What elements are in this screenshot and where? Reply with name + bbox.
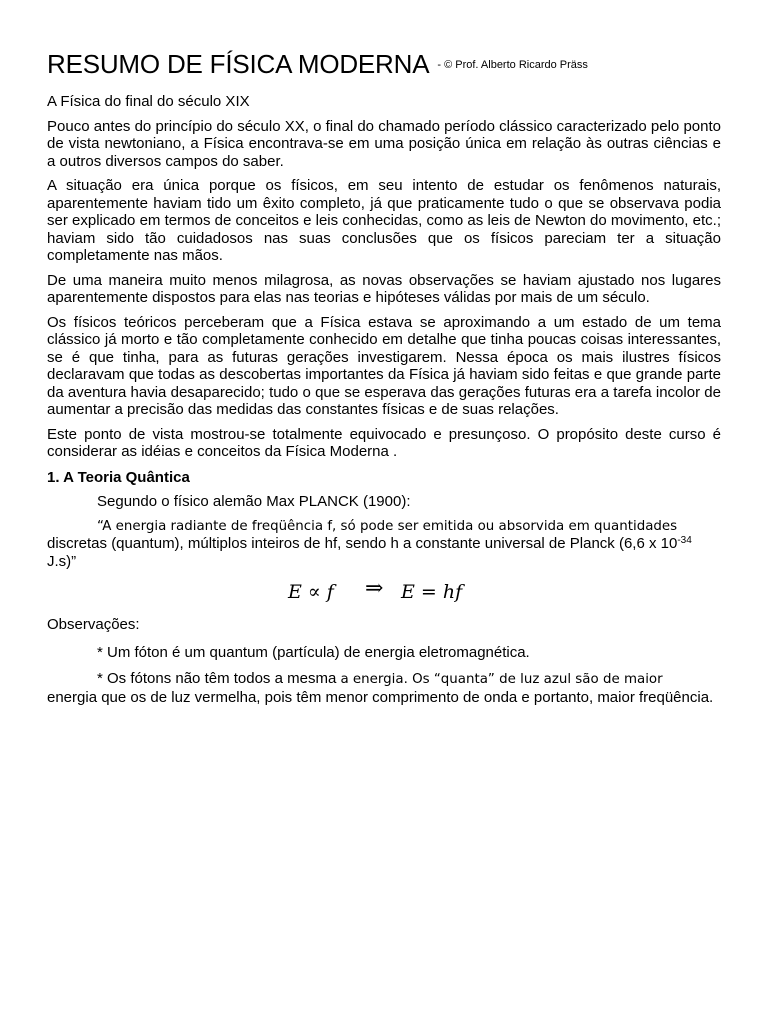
planck-quote-lead: “A energia radiante de freqüência f, só pode ser emitida ou absorvida em quantidades [97, 518, 678, 534]
observation-2 [47, 670, 721, 707]
paragraph-3: De uma maneira muito menos milagrosa, as novas observações se haviam ajustado nos lugares aparentemente dispostos para elas nas teorias e hipóteses válidas por mais de um século. [47, 271, 721, 306]
observation-2-part-b: a energia. Os “quanta” de luz azul são de maior [340, 672, 663, 687]
title-line [47, 50, 721, 83]
observation-2-part-c: energia que os de luz vermelha, pois têm menor comprimento de onda e portanto, maior freqüência [47, 688, 710, 706]
planck-quote-body: discretas (quantum), múltiplos inteiros de hf, sendo h a constante universal de Planck (6,6 x 10 [47, 535, 678, 552]
implies-arrow-icon: ⇒ [365, 576, 384, 601]
document-title: RESUMO DE FÍSICA MODERNA [47, 49, 430, 79]
observation-2-part-a: * Os fótons não têm todos a mesma [97, 670, 341, 687]
section-heading-quantum-theory: 1. A Teoria Quântica [47, 468, 190, 486]
planck-intro: Segundo o físico alemão Max PLANCK (1900): [97, 493, 411, 510]
section-subtitle: A Física do final do século XIX [47, 93, 250, 110]
observation-2-line-1 [47, 670, 721, 689]
planck-quote [47, 518, 721, 571]
observation-1: * Um fóton é um quantum (partícula) de energia eletromagnética. [97, 643, 530, 661]
equation-proportional: E ∝ f [288, 581, 334, 603]
planck-quote-end: J.s)” [47, 552, 77, 570]
paragraph-5: Este ponto de vista mostrou-se totalmente equivocado e presunçoso. O propósito deste curso é considerar as idéias e conceitos da Física Moderna . [47, 425, 721, 460]
planck-equation [47, 576, 721, 610]
equation-energy: E = hf [401, 581, 463, 603]
observations-label: Observações: [47, 616, 140, 633]
paragraph-4: Os físicos teóricos perceberam que a Física estava se aproximando a um estado de um tema clássico já morto e tão completamente conhecido em detalhe que tinha poucas coisas interessantes, se é que tinha, para as futuras gerações investigarem. Nessa época os mais ilustres físicos declaravam que todas as descobertas importantes da Física já haviam sido feitas e que grande parte da aventura havia desaparecido; tudo o que se esperava das gerações futuras era a tarefa incolor de aumentar a precisão das medidas das constantes físicas e de suas relações. [47, 313, 721, 418]
planck-quote-exponent: -34 [677, 535, 692, 546]
document-body [47, 50, 721, 714]
observation-2-part-d: . [709, 690, 714, 706]
paragraph-1: Pouco antes do princípio do século XX, o final do chamado período clássico caracterizado pelo ponto de vista newtoniano, a Física encontrava-se em uma posição única em relação às outras ciências e a outros diversos campos do saber. [47, 117, 721, 170]
paragraph-2: A situação era única porque os físicos, em seu intento de estudar os fenômenos naturais, aparentemente haviam tido um êxito completo, já que praticamente tudo o que se observava podia ser explicado em termos de conceitos e leis conhecidas, como as leis de Newton do movimento, etc.; haviam sido tão cuidadosos nas suas conclusões que os físicos pareciam ter a situação completamente nas mãos. [47, 177, 721, 264]
author-credit: - © Prof. Alberto Ricardo Präss [437, 59, 588, 71]
